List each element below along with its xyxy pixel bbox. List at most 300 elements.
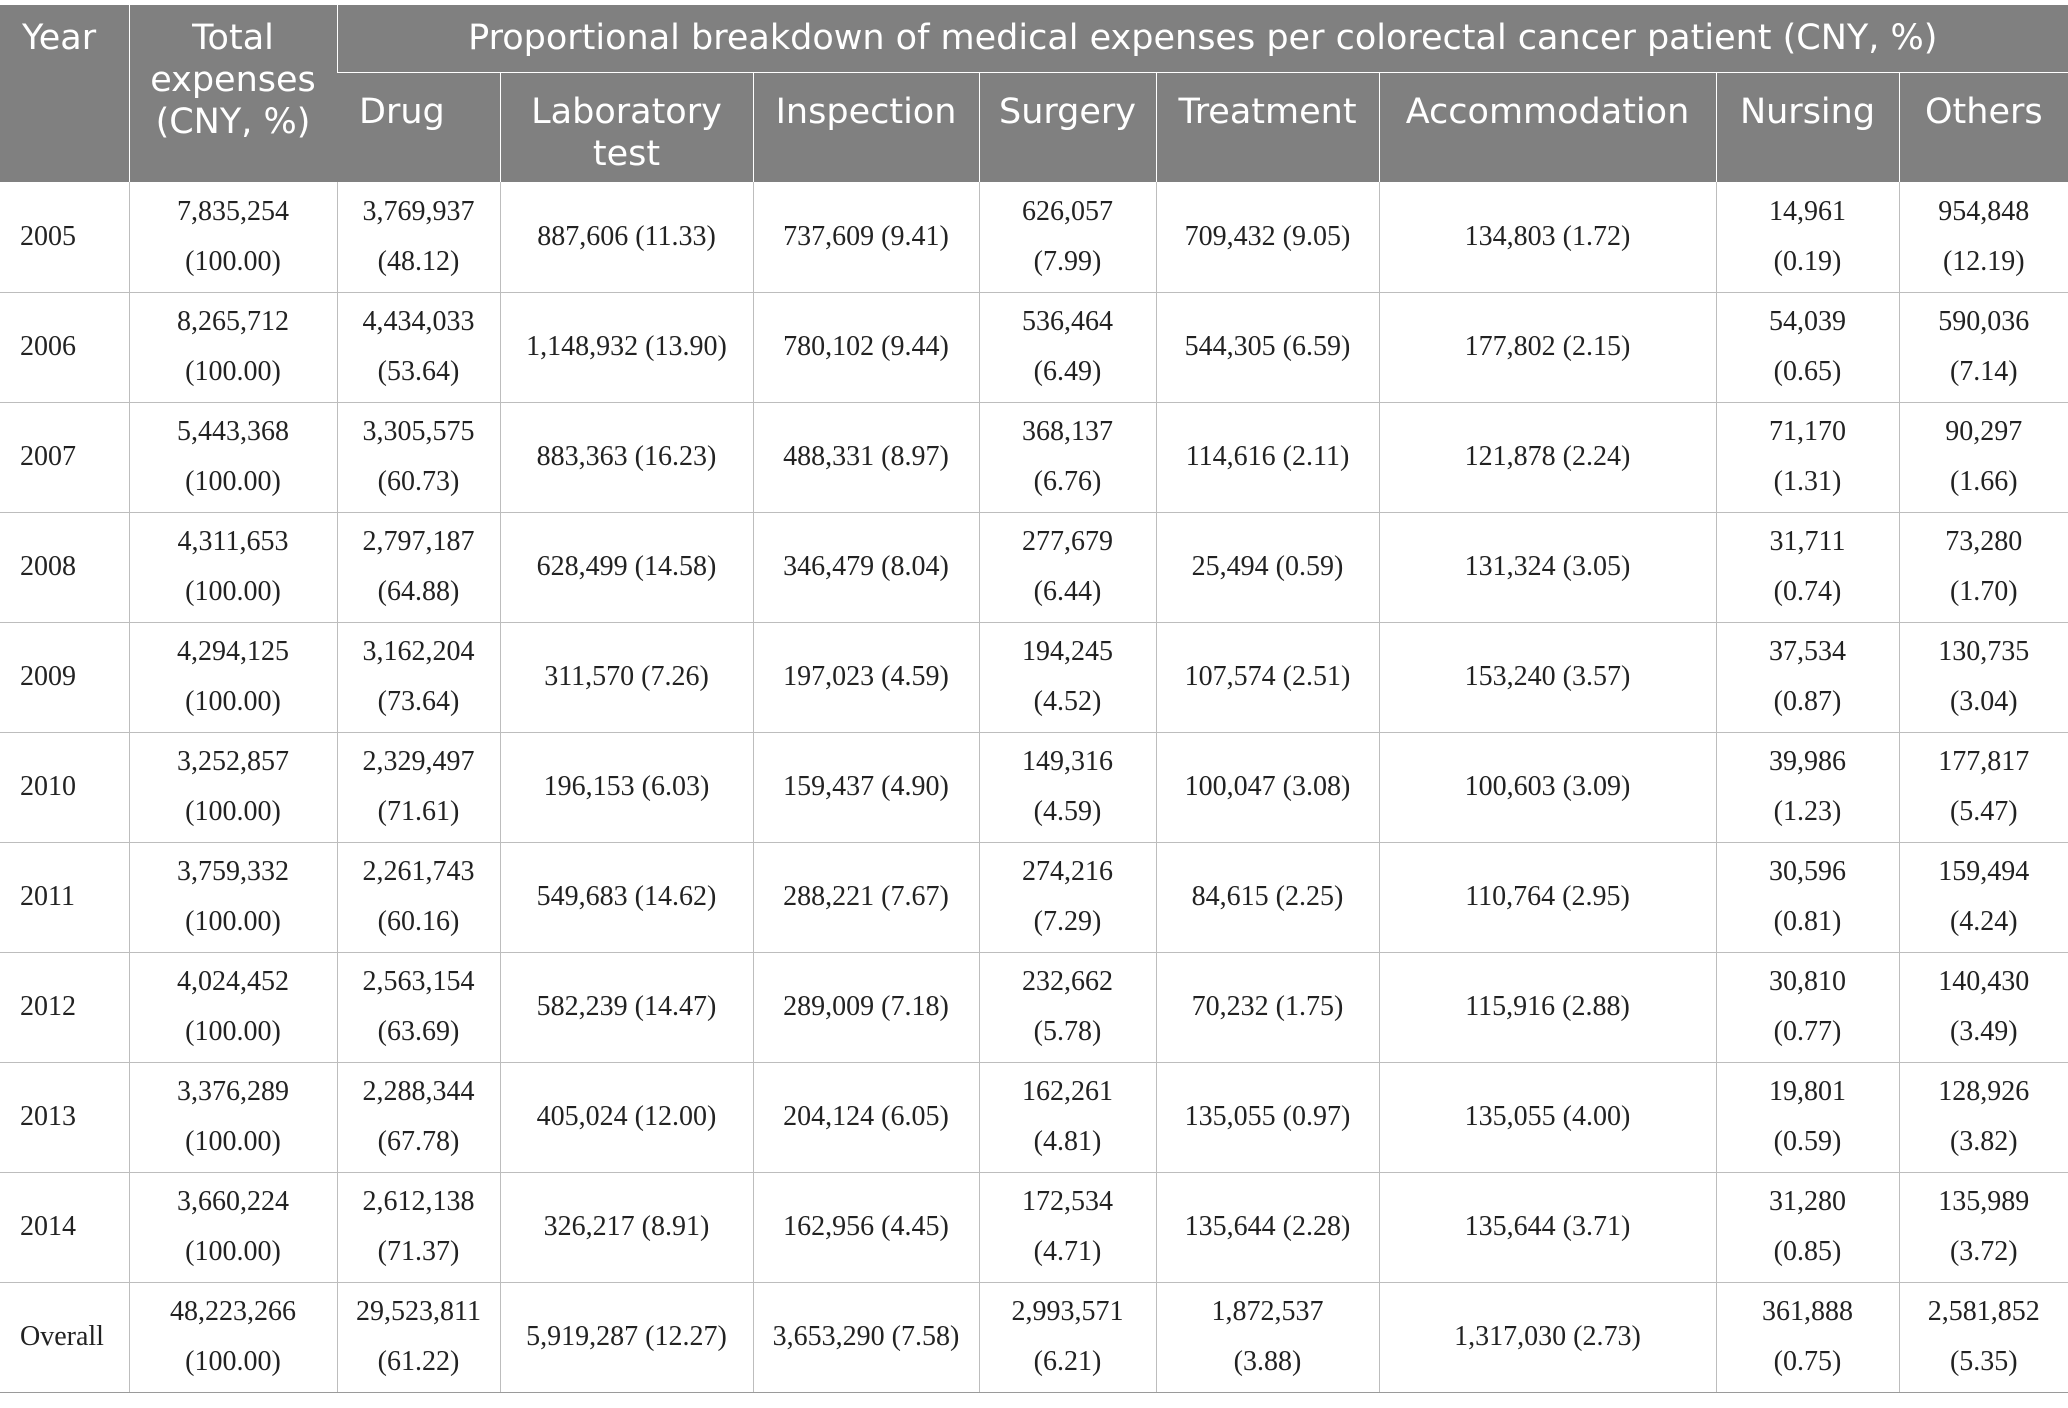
surgery-value: (5.78) <box>1033 1016 1102 1047</box>
total-cell <box>129 292 337 402</box>
nursing-cell <box>1716 952 1899 1062</box>
header-treatment <box>1156 72 1379 182</box>
drug-value: 2,329,497 <box>362 746 475 777</box>
total-value: 3,252,857 <box>177 746 289 777</box>
others-value: 140,430 <box>1938 966 2030 997</box>
treatment-value: 135,055 (0.97) <box>1184 1101 1351 1132</box>
nursing-cell <box>1716 732 1899 842</box>
table-row <box>0 1282 2068 1392</box>
inspection-cell <box>753 842 979 952</box>
header-total-line: (CNY, %) <box>155 102 311 142</box>
treatment-cell <box>1156 842 1379 952</box>
drug-cell <box>337 622 500 732</box>
drug-value: 2,612,138 <box>362 1186 475 1217</box>
inspection-cell <box>753 732 979 842</box>
drug-value: (64.88) <box>377 576 460 607</box>
total-value: 3,759,332 <box>177 856 289 887</box>
nursing-value: 30,810 <box>1769 966 1846 997</box>
surgery-cell <box>979 1282 1156 1392</box>
inspection-value: 204,124 (6.05) <box>783 1101 949 1132</box>
year-cell: 2008 <box>0 512 129 622</box>
total-value: (100.00) <box>185 1236 281 1267</box>
surgery-cell <box>979 402 1156 512</box>
others-value: (4.24) <box>1949 906 2018 937</box>
drug-cell <box>337 1062 500 1172</box>
drug-value: (71.37) <box>377 1236 460 1267</box>
inspection-value: 288,221 (7.67) <box>783 881 949 912</box>
lab-cell <box>500 622 753 732</box>
drug-cell <box>337 292 500 402</box>
others-value: (5.35) <box>1949 1346 2018 1377</box>
nursing-value: 37,534 <box>1769 636 1846 667</box>
total-value: 3,376,289 <box>177 1076 289 1107</box>
others-cell <box>1899 732 2068 842</box>
others-cell <box>1899 952 2068 1062</box>
treatment-cell <box>1156 1172 1379 1282</box>
treatment-value: 70,232 (1.75) <box>1191 991 1344 1022</box>
surgery-value: (6.49) <box>1033 356 1102 387</box>
surgery-value: (4.81) <box>1033 1126 1102 1157</box>
nursing-value: (0.19) <box>1773 245 1842 277</box>
inspection-value: 159,437 (4.90) <box>783 771 949 802</box>
accommodation-cell <box>1379 622 1716 732</box>
year-cell: 2011 <box>0 842 129 952</box>
others-value: (3.49) <box>1949 1016 2018 1047</box>
drug-cell <box>337 952 500 1062</box>
year-cell: 2006 <box>0 292 129 402</box>
nursing-value: 71,170 <box>1769 416 1846 447</box>
total-value: 8,265,712 <box>177 306 289 337</box>
accommodation-cell <box>1379 1172 1716 1282</box>
surgery-cell <box>979 952 1156 1062</box>
inspection-cell <box>753 1282 979 1392</box>
surgery-value: (6.21) <box>1033 1346 1102 1377</box>
table-row <box>0 1172 2068 1282</box>
others-value: 159,494 <box>1938 856 2030 887</box>
others-value: 590,036 <box>1938 306 2030 337</box>
drug-value: 4,434,033 <box>362 306 475 337</box>
treatment-cell <box>1156 402 1379 512</box>
others-cell <box>1899 1062 2068 1172</box>
treatment-cell <box>1156 1062 1379 1172</box>
surgery-value: 2,993,571 <box>1011 1296 1124 1327</box>
others-cell <box>1899 182 2068 292</box>
header-laboratory-test-line: Laboratory <box>531 91 722 132</box>
table-row <box>0 952 2068 1062</box>
others-value: (7.14) <box>1949 356 2018 387</box>
accommodation-cell <box>1379 182 1716 292</box>
drug-value: 3,769,937 <box>362 195 475 227</box>
nursing-cell <box>1716 1062 1899 1172</box>
treatment-cell <box>1156 1282 1379 1392</box>
surgery-value: 536,464 <box>1022 306 1113 337</box>
year-cell: 2009 <box>0 622 129 732</box>
accommodation-cell <box>1379 952 1716 1062</box>
inspection-cell <box>753 1062 979 1172</box>
lab-value: 311,570 (7.26) <box>544 661 709 692</box>
total-cell <box>129 1172 337 1282</box>
nursing-value: (0.59) <box>1773 1126 1842 1157</box>
surgery-cell <box>979 732 1156 842</box>
header-year: Year <box>0 5 129 182</box>
header-others-line: Others <box>1924 91 2043 132</box>
accommodation-cell <box>1379 292 1716 402</box>
treatment-value: 135,644 (2.28) <box>1184 1211 1351 1242</box>
total-value: (100.00) <box>185 1126 281 1157</box>
drug-value: (73.64) <box>377 686 460 717</box>
year-cell: 2014 <box>0 1172 129 1282</box>
treatment-value: 544,305 (6.59) <box>1184 331 1351 362</box>
drug-value: 3,305,575 <box>362 416 475 447</box>
nursing-value: (0.74) <box>1773 576 1842 607</box>
table-row <box>0 292 2068 402</box>
year-cell: 2007 <box>0 402 129 512</box>
inspection-value: 197,023 (4.59) <box>783 661 949 692</box>
nursing-cell <box>1716 622 1899 732</box>
surgery-cell <box>979 622 1156 732</box>
accommodation-value: 121,878 (2.24) <box>1464 441 1631 472</box>
total-value: 5,443,368 <box>177 416 289 447</box>
total-value: 4,024,452 <box>177 966 289 997</box>
total-cell <box>129 512 337 622</box>
nursing-value: (0.81) <box>1773 906 1842 937</box>
treatment-value: 114,616 (2.11) <box>1185 441 1350 472</box>
treatment-cell <box>1156 292 1379 402</box>
inspection-cell <box>753 182 979 292</box>
surgery-value: 162,261 <box>1022 1076 1113 1107</box>
total-value: 4,294,125 <box>177 636 289 667</box>
table-body <box>0 182 2068 1392</box>
inspection-cell <box>753 622 979 732</box>
others-value: (3.82) <box>1949 1126 2018 1157</box>
year-cell: 2013 <box>0 1062 129 1172</box>
lab-value: 1,148,932 (13.90) <box>526 331 727 362</box>
treatment-value: 100,047 (3.08) <box>1184 771 1351 802</box>
accommodation-cell <box>1379 1062 1716 1172</box>
drug-value: (53.64) <box>377 356 460 387</box>
surgery-value: (7.99) <box>1033 245 1102 277</box>
lab-cell <box>500 402 753 512</box>
treatment-value: 1,872,537 <box>1211 1296 1324 1327</box>
header-accommodation <box>1379 72 1716 182</box>
table-row <box>0 512 2068 622</box>
drug-cell <box>337 402 500 512</box>
drug-cell <box>337 1172 500 1282</box>
treatment-cell <box>1156 512 1379 622</box>
total-value: (100.00) <box>185 1016 281 1047</box>
surgery-cell <box>979 842 1156 952</box>
nursing-value: (0.65) <box>1773 356 1842 387</box>
drug-cell <box>337 182 500 292</box>
others-value: (3.04) <box>1949 686 2018 717</box>
total-cell <box>129 402 337 512</box>
header-surgery <box>979 72 1156 182</box>
accommodation-cell <box>1379 842 1716 952</box>
lab-value: 628,499 (14.58) <box>536 551 717 582</box>
header-drug-line: Drug <box>359 91 445 132</box>
treatment-cell <box>1156 182 1379 292</box>
others-value: 128,926 <box>1938 1076 2030 1107</box>
lab-value: 326,217 (8.91) <box>543 1211 710 1242</box>
surgery-value: 194,245 <box>1022 636 1113 667</box>
lab-cell <box>500 732 753 842</box>
total-value: 4,311,653 <box>177 526 289 557</box>
nursing-value: 39,986 <box>1769 746 1846 777</box>
total-value: (100.00) <box>185 576 281 607</box>
others-cell <box>1899 1282 2068 1392</box>
nursing-value: 19,801 <box>1769 1076 1846 1107</box>
accommodation-value: 177,802 (2.15) <box>1464 331 1631 362</box>
drug-value: 2,288,344 <box>362 1076 475 1107</box>
nursing-cell <box>1716 842 1899 952</box>
inspection-cell <box>753 512 979 622</box>
drug-cell <box>337 732 500 842</box>
lab-value: 887,606 (11.33) <box>537 220 716 252</box>
others-value: (3.72) <box>1949 1236 2018 1267</box>
surgery-cell <box>979 1172 1156 1282</box>
drug-cell <box>337 1282 500 1392</box>
header-nursing <box>1716 72 1899 182</box>
accommodation-cell <box>1379 732 1716 842</box>
surgery-value: (7.29) <box>1033 906 1102 937</box>
header-others <box>1899 72 2068 182</box>
lab-value: 405,024 (12.00) <box>536 1101 717 1132</box>
table-row <box>0 1062 2068 1172</box>
inspection-value: 737,609 (9.41) <box>783 220 949 252</box>
lab-cell <box>500 1062 753 1172</box>
header-laboratory-test-line: test <box>592 133 661 174</box>
nursing-value: 30,596 <box>1769 856 1846 887</box>
drug-value: 2,563,154 <box>362 966 475 997</box>
drug-cell <box>337 512 500 622</box>
inspection-value: 488,331 (8.97) <box>783 441 949 472</box>
drug-value: 29,523,811 <box>356 1296 481 1327</box>
others-value: 2,581,852 <box>1927 1296 2040 1327</box>
others-value: 177,817 <box>1938 746 2030 777</box>
total-cell <box>129 1282 337 1392</box>
nursing-cell <box>1716 402 1899 512</box>
total-cell <box>129 732 337 842</box>
lab-cell <box>500 952 753 1062</box>
total-value: (100.00) <box>185 466 281 497</box>
surgery-value: 274,216 <box>1022 856 1113 887</box>
total-value: (100.00) <box>185 356 281 387</box>
total-value: 7,835,254 <box>177 195 289 227</box>
table-row <box>0 622 2068 732</box>
total-cell <box>129 1062 337 1172</box>
accommodation-value: 115,916 (2.88) <box>1465 991 1630 1022</box>
lab-value: 883,363 (16.23) <box>536 441 717 472</box>
nursing-value: (0.77) <box>1773 1016 1842 1047</box>
inspection-cell <box>753 1172 979 1282</box>
treatment-value: (3.88) <box>1233 1346 1302 1377</box>
surgery-cell <box>979 512 1156 622</box>
surgery-value: 368,137 <box>1022 416 1113 447</box>
nursing-value: (1.31) <box>1773 466 1842 497</box>
drug-value: 2,261,743 <box>362 856 475 887</box>
inspection-value: 780,102 (9.44) <box>783 331 949 362</box>
others-cell <box>1899 842 2068 952</box>
drug-cell <box>337 842 500 952</box>
total-value: (100.00) <box>185 245 281 277</box>
inspection-cell <box>753 952 979 1062</box>
others-value: (1.70) <box>1949 576 2018 607</box>
lab-cell <box>500 1172 753 1282</box>
total-value: (100.00) <box>185 1346 281 1377</box>
accommodation-cell <box>1379 1282 1716 1392</box>
others-cell <box>1899 512 2068 622</box>
nursing-cell <box>1716 512 1899 622</box>
surgery-value: 232,662 <box>1022 966 1113 997</box>
others-value: 73,280 <box>1945 526 2023 557</box>
lab-value: 5,919,287 (12.27) <box>526 1321 727 1352</box>
nursing-cell <box>1716 292 1899 402</box>
inspection-cell <box>753 402 979 512</box>
drug-value: 3,162,204 <box>362 636 475 667</box>
inspection-value: 3,653,290 (7.58) <box>772 1321 960 1352</box>
header-laboratory-test <box>500 72 753 182</box>
lab-cell <box>500 292 753 402</box>
header-drug <box>337 72 500 182</box>
table-row <box>0 842 2068 952</box>
total-value: (100.00) <box>185 906 281 937</box>
treatment-value: 25,494 (0.59) <box>1191 551 1344 582</box>
others-cell <box>1899 622 2068 732</box>
others-cell <box>1899 292 2068 402</box>
header-inspection-line: Inspection <box>775 91 957 132</box>
medical-expenses-table <box>0 5 2068 1393</box>
drug-value: 2,797,187 <box>362 526 475 557</box>
accommodation-value: 135,055 (4.00) <box>1464 1101 1631 1132</box>
nursing-value: 31,711 <box>1769 526 1846 557</box>
nursing-value: 54,039 <box>1769 306 1846 337</box>
accommodation-value: 153,240 (3.57) <box>1464 661 1631 692</box>
nursing-value: (0.75) <box>1773 1346 1842 1377</box>
drug-value: (61.22) <box>377 1346 460 1377</box>
surgery-cell <box>979 182 1156 292</box>
nursing-cell <box>1716 1172 1899 1282</box>
total-cell <box>129 622 337 732</box>
inspection-cell <box>753 292 979 402</box>
nursing-value: (1.23) <box>1773 796 1842 827</box>
year-cell: 2005 <box>0 182 129 292</box>
year-cell: 2012 <box>0 952 129 1062</box>
nursing-value: (0.85) <box>1773 1236 1842 1267</box>
others-value: (12.19) <box>1942 245 2025 277</box>
total-value: 3,660,224 <box>177 1186 289 1217</box>
nursing-cell <box>1716 1282 1899 1392</box>
accommodation-value: 135,644 (3.71) <box>1464 1211 1631 1242</box>
inspection-value: 162,956 (4.45) <box>783 1211 949 1242</box>
surgery-value: 149,316 <box>1022 746 1113 777</box>
header-total-line: expenses <box>150 60 316 100</box>
total-cell <box>129 952 337 1062</box>
header-inspection <box>753 72 979 182</box>
others-cell <box>1899 402 2068 512</box>
total-cell <box>129 182 337 292</box>
header-nursing-line: Nursing <box>1739 91 1876 132</box>
nursing-value: 31,280 <box>1769 1186 1846 1217</box>
lab-value: 549,683 (14.62) <box>536 881 717 912</box>
header-total-line: Total <box>192 18 274 58</box>
inspection-value: 289,009 (7.18) <box>783 991 949 1022</box>
header-accommodation-line: Accommodation <box>1405 91 1690 132</box>
total-value: 48,223,266 <box>170 1296 296 1327</box>
drug-value: (71.61) <box>377 796 460 827</box>
surgery-value: 277,679 <box>1022 526 1113 557</box>
treatment-value: 107,574 (2.51) <box>1184 661 1351 692</box>
table-header <box>0 5 2068 182</box>
header-treatment-line: Treatment <box>1178 91 1357 132</box>
surgery-value: (4.52) <box>1033 686 1102 717</box>
year-cell: Overall <box>0 1282 129 1392</box>
table-row <box>0 182 2068 292</box>
accommodation-value: 110,764 (2.95) <box>1465 881 1630 912</box>
surgery-value: 626,057 <box>1022 195 1113 227</box>
drug-value: (67.78) <box>377 1126 460 1157</box>
nursing-value: 361,888 <box>1762 1296 1853 1327</box>
lab-cell <box>500 842 753 952</box>
lab-value: 582,239 (14.47) <box>536 991 717 1022</box>
accommodation-value: 100,603 (3.09) <box>1464 771 1631 802</box>
header-total-expenses <box>129 5 337 182</box>
surgery-cell <box>979 1062 1156 1172</box>
others-value: 954,848 <box>1938 195 2030 227</box>
others-value: (5.47) <box>1949 796 2018 827</box>
drug-value: (48.12) <box>377 245 460 277</box>
accommodation-value: 1,317,030 (2.73) <box>1454 1321 1641 1352</box>
inspection-value: 346,479 (8.04) <box>783 551 949 582</box>
lab-value: 196,153 (6.03) <box>543 771 710 802</box>
table-row <box>0 732 2068 842</box>
accommodation-cell <box>1379 402 1716 512</box>
total-value: (100.00) <box>185 796 281 827</box>
drug-value: (63.69) <box>377 1016 460 1047</box>
header-surgery-line: Surgery <box>998 91 1137 132</box>
header-breakdown-title: Proportional breakdown of medical expenses per colorectal cancer patient (CNY, %) <box>337 5 2068 72</box>
surgery-value: (4.71) <box>1033 1236 1102 1267</box>
total-cell <box>129 842 337 952</box>
others-value: 90,297 <box>1945 416 2023 447</box>
lab-cell <box>500 512 753 622</box>
others-value: (1.66) <box>1949 466 2018 497</box>
accommodation-cell <box>1379 512 1716 622</box>
lab-cell <box>500 182 753 292</box>
surgery-value: (6.44) <box>1033 576 1102 607</box>
surgery-value: (6.76) <box>1033 466 1102 497</box>
expenses-table-container <box>0 5 2068 1393</box>
table-row <box>0 402 2068 512</box>
treatment-value: 709,432 (9.05) <box>1184 220 1351 252</box>
surgery-value: 172,534 <box>1022 1186 1113 1217</box>
nursing-cell <box>1716 182 1899 292</box>
nursing-value: 14,961 <box>1769 195 1846 227</box>
treatment-cell <box>1156 732 1379 842</box>
others-value: 135,989 <box>1938 1186 2030 1217</box>
nursing-value: (0.87) <box>1773 686 1842 717</box>
others-value: 130,735 <box>1938 636 2030 667</box>
lab-cell <box>500 1282 753 1392</box>
surgery-cell <box>979 292 1156 402</box>
total-value: (100.00) <box>185 686 281 717</box>
surgery-value: (4.59) <box>1033 796 1102 827</box>
accommodation-value: 134,803 (1.72) <box>1464 220 1631 252</box>
drug-value: (60.73) <box>377 466 460 497</box>
others-cell <box>1899 1172 2068 1282</box>
drug-value: (60.16) <box>377 906 460 937</box>
treatment-cell <box>1156 952 1379 1062</box>
treatment-value: 84,615 (2.25) <box>1191 881 1344 912</box>
